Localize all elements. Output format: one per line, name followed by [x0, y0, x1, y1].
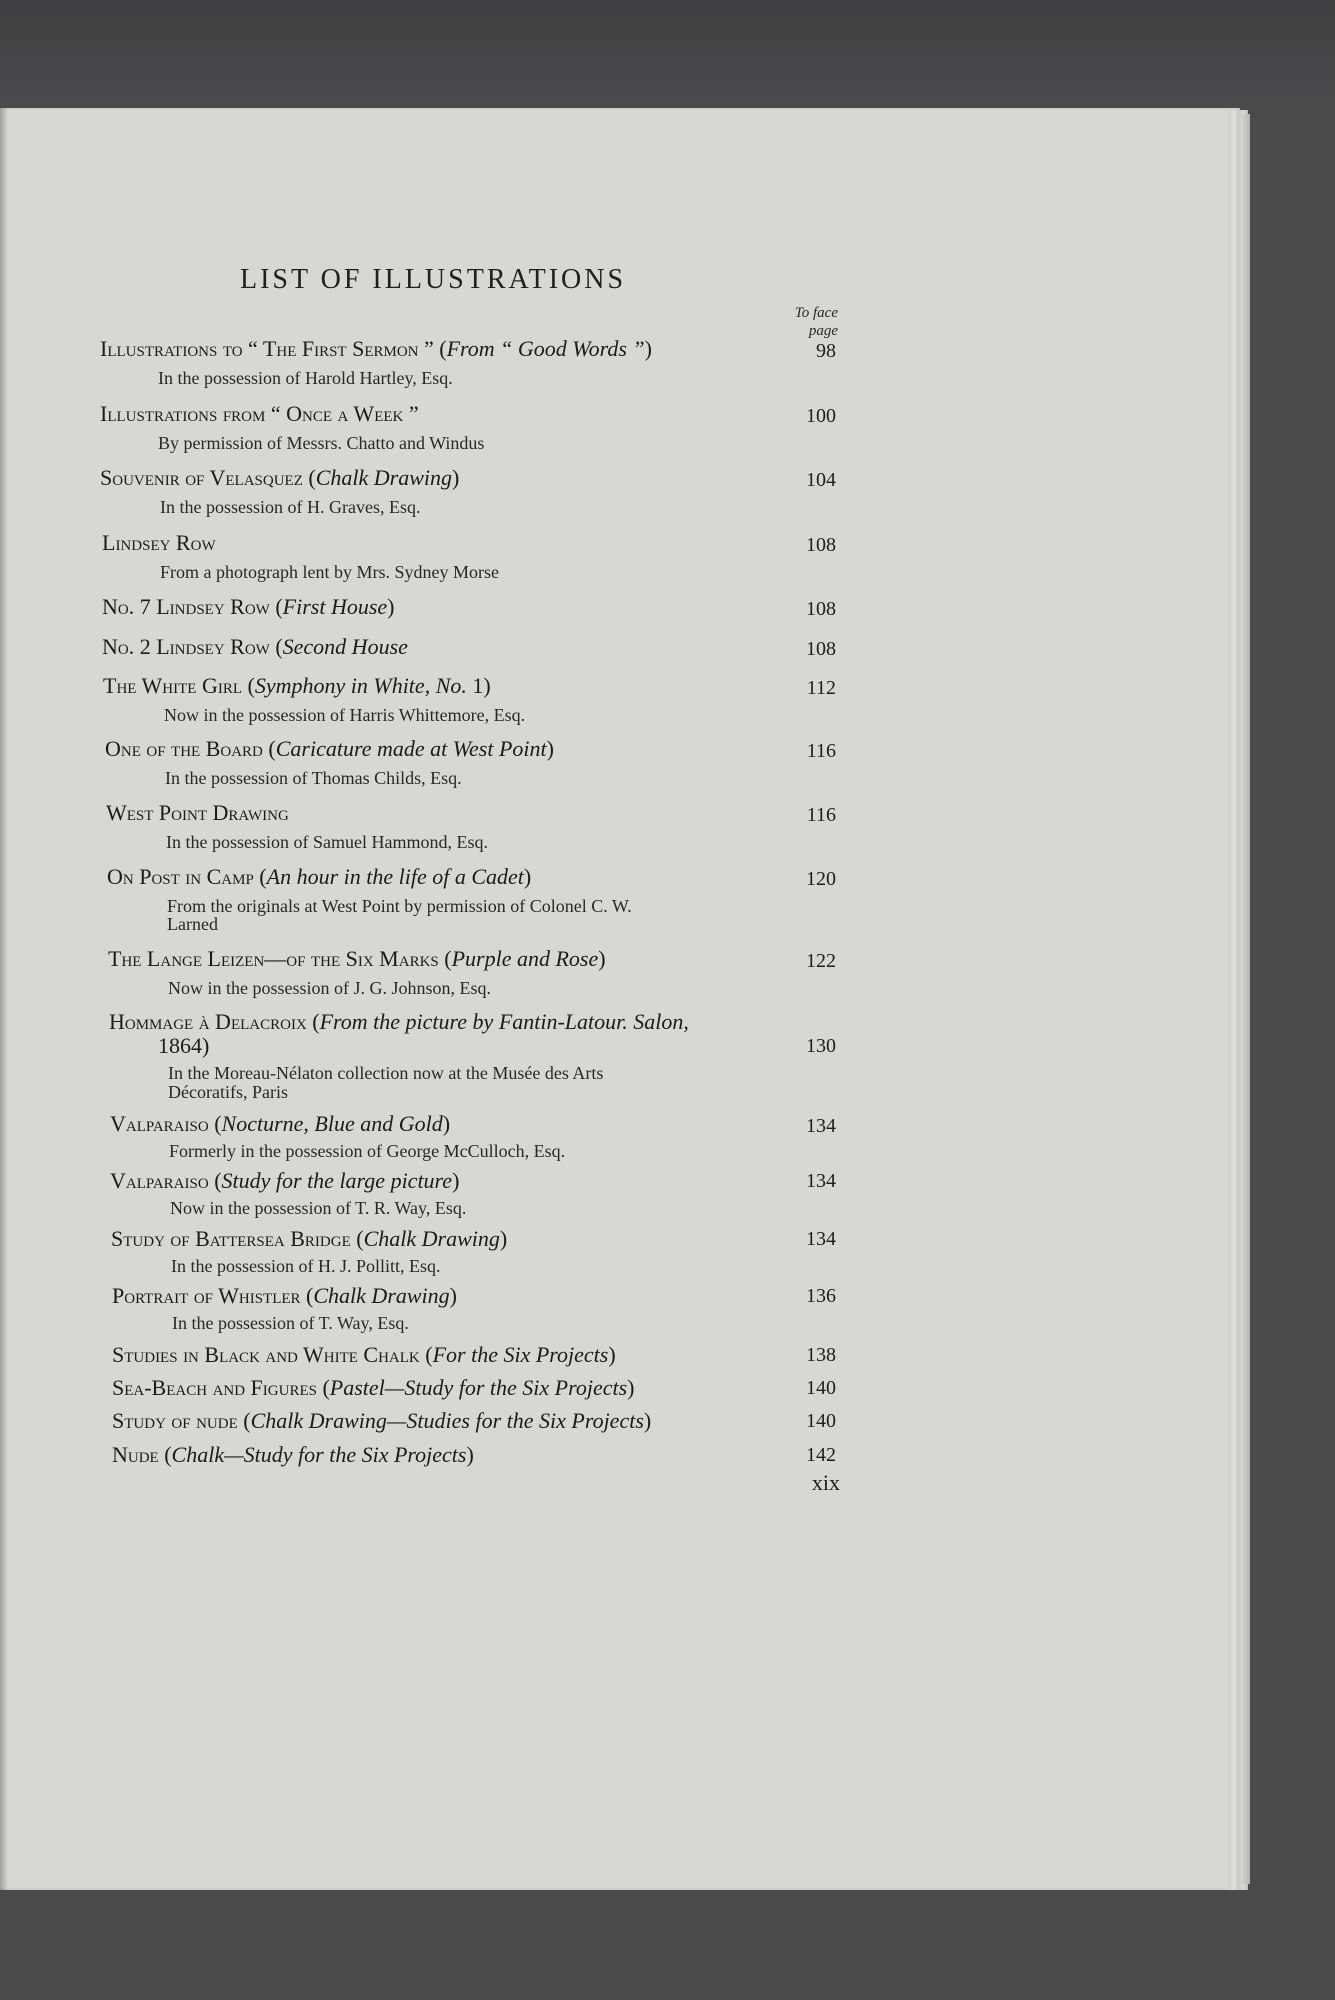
entry-title-tail: ) — [387, 594, 395, 619]
entry-page-number: 134 — [806, 1228, 836, 1250]
entry-title-tail: ) — [598, 946, 606, 971]
illustration-entry — [0, 1442, 860, 1482]
entry-title-italic: For the Six Projects — [432, 1342, 609, 1367]
entry-page-number: 138 — [806, 1344, 836, 1366]
illustration-entry — [0, 336, 860, 388]
entry-page-number: 98 — [816, 340, 836, 362]
entry-title-tail: ) — [466, 1442, 474, 1467]
entry-note: In the possession of Harold Hartley, Esq. — [158, 368, 453, 388]
illustration-entry — [0, 736, 860, 788]
entry-title — [111, 1226, 507, 1252]
entry-page-number: 140 — [806, 1377, 836, 1399]
entry-title-italic: First House — [282, 594, 388, 619]
entry-title-text: West Point Drawing — [106, 800, 289, 825]
entry-title-text: Studies in Black and White Chalk ( — [112, 1342, 433, 1367]
entry-title-text: Portrait of Whistler ( — [112, 1283, 314, 1308]
entry-title-text: No. 2 Lindsey Row ( — [102, 634, 283, 659]
entry-title — [102, 530, 216, 556]
entry-title — [112, 1408, 651, 1434]
entry-title-italic: Second House — [282, 634, 408, 659]
entry-title-tail: ) — [627, 1375, 635, 1400]
entry-page-number: 108 — [806, 638, 836, 660]
illustration-entry — [0, 530, 860, 582]
entry-title-italic: Chalk Drawing — [363, 1226, 500, 1251]
illustration-entry — [0, 401, 860, 453]
entry-note-continued: Larned — [167, 914, 218, 934]
entry-title-tail: ) — [499, 1226, 508, 1251]
entry-title-text: No. 7 Lindsey Row ( — [102, 594, 283, 619]
entry-note: From a photograph lent by Mrs. Sydney Morse — [160, 562, 499, 582]
entry-title-italic: Caricature made at West Point — [275, 736, 547, 761]
entry-page-number: 130 — [806, 1035, 836, 1057]
entry-title-text: On Post in Camp ( — [107, 864, 267, 889]
entry-title-tail: ) — [449, 1283, 457, 1308]
entry-title — [105, 736, 554, 762]
entry-title-text: Illustrations from “ Once a Week ” — [100, 401, 419, 426]
entry-title-italic: From the picture by Fantin-Latour. Salon, — [319, 1009, 689, 1034]
entry-note: By permission of Messrs. Chatto and Windus — [158, 433, 485, 453]
entry-title — [102, 634, 408, 660]
entry-title-tail: ) — [608, 1342, 616, 1367]
entry-title — [100, 336, 652, 362]
entry-title-continued: 1864) — [158, 1033, 210, 1058]
illustration-entry — [0, 1009, 860, 1105]
entry-title-tail: ) — [643, 1408, 652, 1433]
illustration-entry — [0, 864, 860, 934]
entry-title-italic: Symphony in White, No. — [254, 673, 467, 698]
entry-page-number: 140 — [806, 1410, 836, 1432]
entry-title-tail: ) — [546, 736, 554, 761]
entry-note: In the Moreau-Nélaton collection now at the Musée des Arts — [168, 1063, 604, 1083]
entry-note: In the possession of Thomas Childs, Esq. — [165, 768, 462, 788]
entry-page-number: 134 — [806, 1115, 836, 1137]
entry-title-text: The Lange Leizen—of the Six Marks ( — [108, 946, 452, 971]
entry-title-text: Valparaiso ( — [110, 1111, 222, 1136]
entry-title — [100, 401, 419, 427]
entry-title-text: Hommage à Delacroix ( — [109, 1009, 320, 1034]
page-folio: xix — [811, 1470, 840, 1495]
backdrop — [0, 0, 1335, 108]
entry-title — [103, 673, 491, 699]
entry-title — [110, 1111, 450, 1137]
entry-page-number: 116 — [806, 740, 836, 762]
entry-title-tail: ) — [644, 336, 652, 361]
entry-title-text: Lindsey Row — [102, 530, 216, 555]
entry-note: In the possession of Samuel Hammond, Esq. — [166, 832, 488, 852]
illustration-entry — [0, 800, 860, 852]
entry-title-text: Illustrations to “ The First Sermon ” ( — [100, 336, 447, 361]
entry-page-number: 104 — [806, 469, 836, 491]
entry-title — [112, 1342, 616, 1368]
illustration-entry — [0, 634, 860, 674]
entry-note: In the possession of H. Graves, Esq. — [160, 497, 421, 517]
illustration-entry — [0, 1283, 860, 1333]
entry-page-number: 122 — [806, 950, 836, 972]
entry-page-number: 120 — [806, 868, 836, 890]
entry-title — [107, 864, 531, 890]
entry-title-tail: ) — [452, 465, 460, 490]
entry-title-tail: 1) — [466, 673, 491, 698]
entry-note: Now in the possession of Harris Whittemore, Esq. — [164, 705, 526, 725]
column-header — [770, 304, 838, 340]
entry-title-text: Nude ( — [112, 1442, 172, 1467]
entry-title-italic: Pastel—Study for the Six Projects — [329, 1375, 628, 1400]
entry-title — [106, 800, 289, 826]
entry-note: In the possession of H. J. Pollitt, Esq. — [171, 1256, 441, 1276]
entry-title-italic: Chalk Drawing — [313, 1283, 450, 1308]
column-header-line1: To face — [794, 305, 838, 321]
entry-title — [102, 594, 394, 620]
entry-page-number: 108 — [806, 598, 836, 620]
entry-title-italic: From “ Good Words ” — [446, 336, 645, 361]
entry-title-tail: ) — [442, 1111, 451, 1136]
entry-page-number: 142 — [806, 1444, 836, 1466]
entry-note: Now in the possession of J. G. Johnson, Esq. — [168, 978, 492, 998]
entry-title — [110, 1168, 459, 1194]
entry-note: In the possession of T. Way, Esq. — [172, 1313, 409, 1333]
entry-title-text: Study of nude ( — [112, 1408, 251, 1433]
entry-title-tail: ) — [452, 1168, 460, 1193]
illustration-entry — [0, 946, 860, 998]
illustration-entry — [0, 673, 860, 725]
entry-title-italic: Chalk Drawing — [315, 465, 453, 490]
page-title: LIST OF ILLUSTRATIONS — [240, 264, 627, 295]
entry-page-number: 100 — [806, 405, 836, 427]
entry-note-continued: Décoratifs, Paris — [168, 1082, 288, 1102]
entry-title-text: Study of Battersea Bridge ( — [111, 1226, 364, 1251]
entry-title — [109, 1009, 689, 1035]
illustration-entry — [0, 594, 860, 634]
entry-title — [100, 465, 459, 491]
illustration-entry — [0, 465, 860, 517]
entry-title-italic: Chalk Drawing—Studies for the Six Projects — [250, 1408, 644, 1433]
entry-title-italic: Study for the large picture — [221, 1168, 453, 1193]
entry-title — [112, 1283, 457, 1309]
entry-page-number: 108 — [806, 534, 836, 556]
entry-title-italic: Nocturne, Blue and Gold — [221, 1111, 443, 1136]
entry-title-text: Valparaiso ( — [110, 1168, 222, 1193]
column-header-line2: page — [808, 323, 838, 339]
illustration-entry — [0, 1111, 860, 1161]
entry-page-number: 112 — [806, 677, 836, 699]
entry-title — [112, 1375, 634, 1401]
illustration-entry — [0, 1168, 860, 1218]
entry-page-number: 116 — [806, 804, 836, 826]
entry-title — [112, 1442, 474, 1468]
entry-title-italic: An hour in the life of a Cadet — [266, 864, 524, 889]
entry-note: From the originals at West Point by permission of Colonel C. W. — [167, 896, 632, 916]
entry-page-number: 136 — [806, 1285, 836, 1307]
illustration-entry — [0, 1226, 860, 1276]
entry-note: Now in the possession of T. R. Way, Esq. — [170, 1198, 467, 1218]
entry-note: Formerly in the possession of George McCulloch, Esq. — [169, 1141, 566, 1161]
page-edges-inner — [1242, 114, 1250, 1884]
entry-title-text: The White Girl ( — [103, 673, 255, 698]
entry-title-tail: ) — [523, 864, 532, 889]
entry-title-italic: Purple and Rose — [451, 946, 599, 971]
entry-title — [108, 946, 606, 972]
entry-title-text: Sea-Beach and Figures ( — [112, 1375, 330, 1400]
entry-title-italic: Chalk—Study for the Six Projects — [171, 1442, 467, 1467]
entry-title-text: Souvenir of Velasquez ( — [100, 465, 316, 490]
entry-page-number: 134 — [806, 1170, 836, 1192]
entry-title-text: One of the Board ( — [105, 736, 276, 761]
